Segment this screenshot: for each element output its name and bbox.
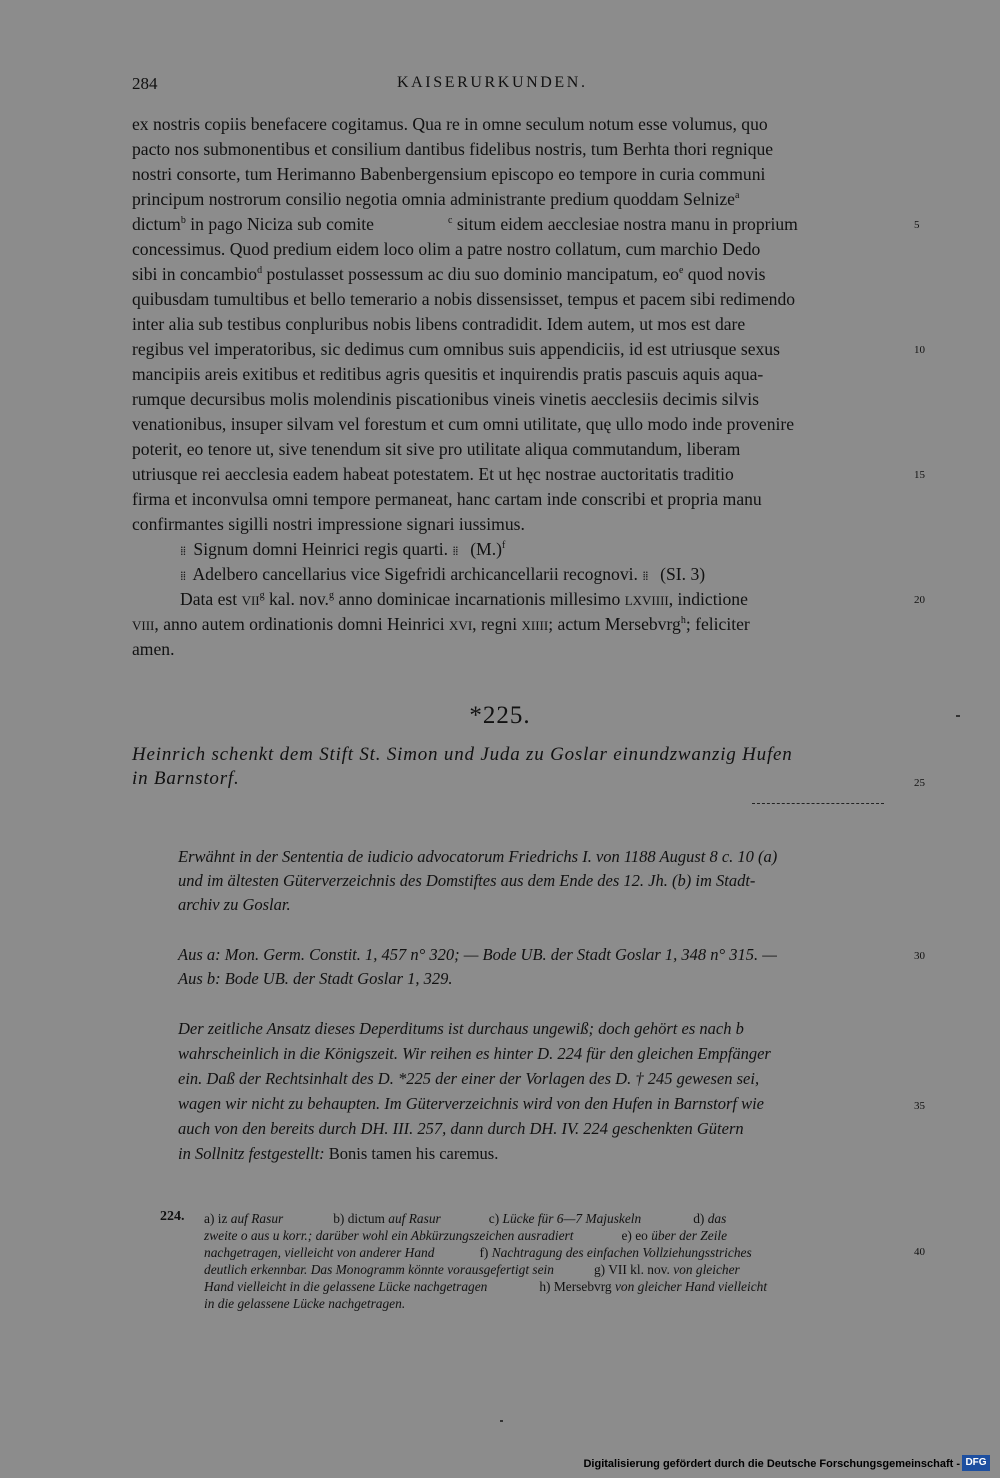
note-line: wahrscheinlich in die Königszeit. Wir reihen es hinter D. 224 für den gleichen Empfänger [178,1044,771,1063]
text-line: rumque decursibus molis molendinis piscationibus vineis vinetis aecclesiis decimis silvis [132,389,759,409]
text-line: ex nostris copiis benefacere cogitamus. Qua re in omne seculum notum esse volumus, quo [132,114,768,134]
footnote-line: nachgetragen, vielleicht von anderer Hand f) Nachtragung des einfachen Vollziehungsstriches [204,1245,752,1260]
running-head: KAISERURKUNDEN. [397,74,588,91]
footnote-marker: a [734,190,740,202]
text-line: nostri consorte, tum Herimanno Babenbergensium episcopo eo tempore in curia communi [132,164,766,184]
dating-line: amen. [132,639,175,659]
funding-credit: Digitalisierung gefördert durch die Deutsche Forschungsgemeinschaft - [583,1458,960,1470]
line-number: 5 [914,219,920,231]
text-line: confirmantes sigilli nostri impressione signari iussimus. [132,514,525,534]
line-number: 25 [914,777,925,789]
footnote-line: in die gelassene Lücke nachgetragen. [204,1296,406,1311]
text-line: utriusque rei aecclesia eadem habeat potestatem. Et ut hęc nostrae auctoritatis traditio [132,464,734,484]
note-line: wagen wir nicht zu behaupten. Im Güterverzeichnis wird von den Hufen in Barnstorf wie [178,1094,764,1113]
text-line: pacto nos submonentibus et consilium dantibus fidelibus nostris, tum Berhta thori regnique [132,139,774,159]
text-line: poterit, eo tenore ut, sive tenendum sit sive pro utilitate aliqua commutandum, liberam [132,439,741,459]
cross-mark-icon: ⁞⁞ [180,568,186,583]
footnote-marker: g [259,590,265,602]
line-number: 35 [914,1100,925,1112]
note-line: Aus b: Bode UB. der Stadt Goslar 1, 329. [178,969,453,988]
footnote-line: Hand vielleicht in die gelassene Lücke nachgetragen h) Mersebvrg von gleicher Hand vielleicht [204,1279,768,1294]
footnote-number: 224. [160,1209,185,1224]
note-line: und im ältesten Güterverzeichnis des Domstiftes aus dem Ende des 12. Jh. (b) im Stadt- [178,871,756,890]
footnote-line: deutlich erkennbar. Das Monogramm könnte vorausgefertigt sein g) VII kl. nov. von gleicher [204,1262,740,1277]
text-line: dictum$^b$ in pago Niciza sub comite $^c$ situm eidem aecclesiae nostra manu in proprium [132,214,798,234]
dfg-logo: DFG [962,1455,990,1471]
text-line: regibus vel imperatoribus, sic dedimus cum omnibus suis appendiciis, id est utriusque sexus [132,339,780,359]
note-line: Erwähnt in der Sententia de iudicio advocatorum Friedrichs I. von 1188 August 8 c. 10 (a) [178,847,778,866]
recognition-line: ⁞⁞ Adelbero cancellarius vice Sigefridi archicancellarii recognovi. ⁞⁞ (SI. 3) [180,564,706,584]
regest-line: in Barnstorf. [132,768,240,789]
regest-line: Heinrich schenkt dem Stift St. Simon und Juda zu Goslar einundzwanzig Hufen [132,744,793,765]
note-line: auch von den bereits durch DH. III. 257, dann durch DH. IV. 224 geschenkten Gütern [178,1119,744,1138]
scan-speck [500,1420,503,1422]
cross-mark-icon: ⁞⁞ [180,543,186,558]
dashed-rule [752,803,884,804]
footnote-marker: b [180,215,186,227]
text-line: firma et inconvulsa omni tempore permaneat, hanc cartam inde conscribi et propria manu [132,489,762,509]
note-line: ein. Daß der Rechtsinhalt des D. *225 der einer der Vorlagen des D. † 245 gewesen sei, [178,1069,760,1088]
text-line: principum nostrorum consilio negotia omnia administrante predium quoddam Selnize$^a$ [132,189,740,209]
footnote-line: a) iz auf Rasur b) dictum auf Rasur c) Lücke für 6—7 Majuskeln d) das [204,1211,727,1226]
dating-line: VIII, anno autem ordinationis domni Heinrici XVI, regni XIIII; actum Mersebvrg$^h$; feliciter [132,614,750,634]
note-line: Aus a: Mon. Germ. Constit. 1, 457 n° 320; — Bode UB. der Stadt Goslar 1, 348 n° 315. — [178,945,777,964]
text-line: mancipiis areis exitibus et reditibus agris quesitis et inquirendis pratis pascuis aquis aqua- [132,364,764,384]
dating-line: Data est VII$^g$ kal. nov.$^g$ anno dominicae incarnationis millesimo LXVIIII, indictione [180,589,748,609]
line-number: 10 [914,344,925,356]
footnote-marker: c [447,215,453,227]
text-line: quibusdam tumultibus et bello temerario a nobis dissensisset, tempus et pacem sibi redimendo [132,289,796,309]
text-line: sibi in concambio$^d$ postulasset possessum ac diu suo dominio mancipatum, $eo^e$ quod novis [132,264,766,284]
line-number: 40 [914,1246,925,1258]
footnote-marker: g [328,590,334,602]
scan-speck [956,715,960,717]
footnote-marker: f [501,540,506,552]
line-number: 30 [914,950,925,962]
cross-mark-icon: ⁞⁞ [642,568,648,583]
line-number: 15 [914,469,925,481]
text-line: inter alia sub testibus conpluribus nobis libens contradidit. Idem autem, ut mos est dare [132,314,746,334]
footnote-marker: d [257,265,263,277]
footnote-line: zweite o aus u korr.; darüber wohl ein Abkürzungszeichen ausradiert e) eo über der Zeile [204,1228,728,1243]
document-number: *225. [469,702,531,729]
footnote-marker: e [678,265,684,277]
note-line: Der zeitliche Ansatz dieses Deperditums ist durchaus ungewiß; doch gehört es nach b [178,1019,744,1038]
footnote-marker: h [680,615,686,627]
note-line: archiv zu Goslar. [178,895,291,914]
text-line: venationibus, insuper silvam vel forestum et cum omni utilitate, quę ullo modo inde provenire [132,414,795,434]
cross-mark-icon: ⁞⁞ [452,543,458,558]
note-line: in Sollnitz festgestellt: Bonis tamen his caremus. [178,1144,499,1163]
page-number: 284 [132,74,158,93]
line-number: 20 [914,594,925,606]
signum-line: ⁞⁞ Signum domni Heinrici regis quarti. ⁞⁞ $(M.)^f$ [180,539,506,559]
text-line: concessimus. Quod predium eidem loco olim a patre nostro collatum, cum marchio Dedo [132,239,761,259]
